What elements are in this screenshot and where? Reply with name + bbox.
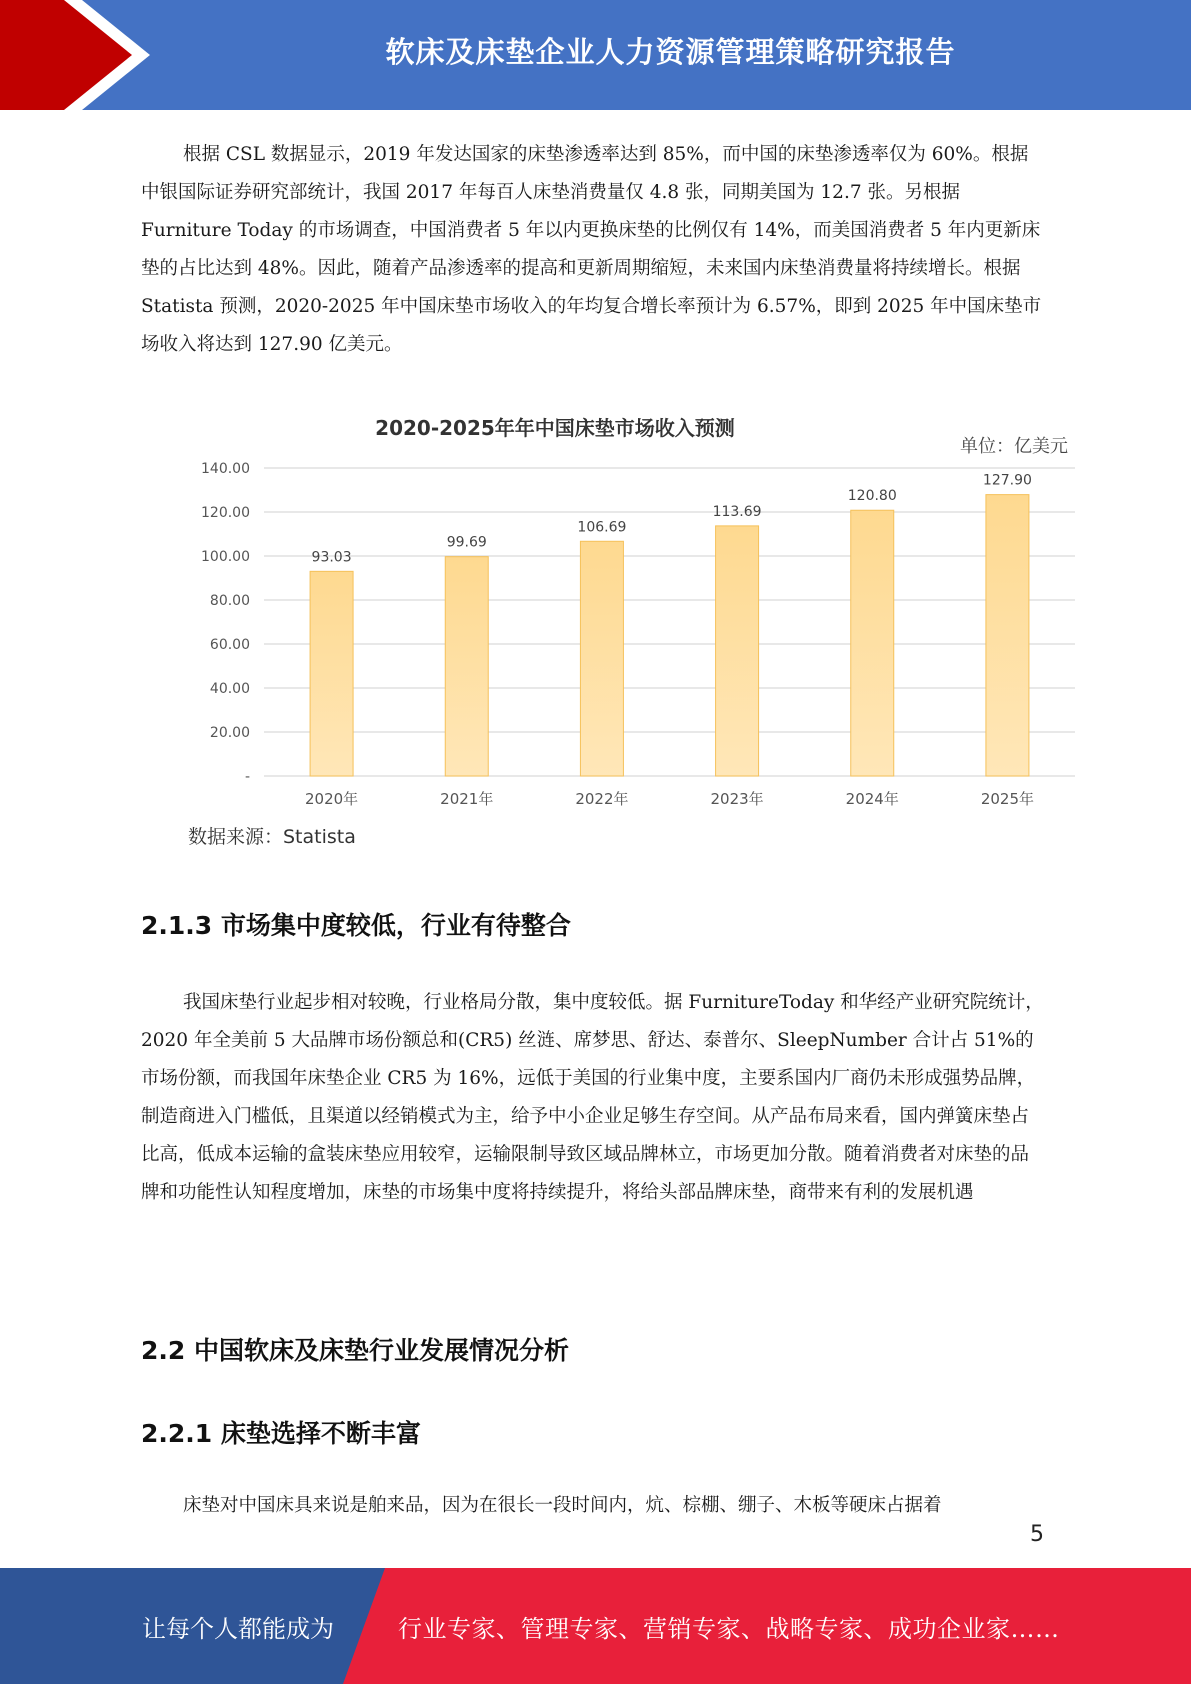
x-tick-label: 2023年: [710, 790, 764, 808]
heading-2-1-3: 2.1.3 市场集中度较低，行业有待整合: [141, 911, 571, 940]
page-header: [0, 0, 1191, 110]
data-label: 106.69: [577, 519, 627, 536]
chart-bars: [310, 495, 1029, 776]
y-tick-label: 120.00: [201, 505, 250, 521]
data-label: 120.80: [847, 488, 897, 505]
y-tick-label: 20.00: [209, 725, 250, 741]
x-tick-label: 2025年: [980, 790, 1035, 808]
page-footer: [0, 1568, 1191, 1684]
bar-2023年: [716, 526, 759, 776]
y-tick-label: 140.00: [201, 461, 250, 477]
data-label: 93.03: [311, 549, 352, 566]
footer-slogan-right: 行业专家、管理专家、营销专家、战略专家、成功企业家……: [398, 1614, 1060, 1643]
bar-2025年: [986, 495, 1029, 776]
page-number: 5: [1030, 1522, 1044, 1547]
bar-2021年: [445, 557, 488, 776]
x-tick-label: 2020年: [304, 790, 359, 808]
chart-gridlines: [264, 468, 1075, 776]
bar-2020年: [310, 571, 353, 776]
heading-2-2-1: 2.2.1 床垫选择不断丰富: [141, 1419, 421, 1448]
chart-title: 2020-2025年年中国床垫市场收入预测: [375, 416, 735, 440]
header-title: 软床及床垫企业人力资源管理策略研究报告: [385, 34, 956, 69]
bar-2022年: [580, 541, 623, 776]
paragraph-concentration: 我国床垫行业起步相对较晚，行业格局分散，集中度较低。据 FurnitureToday 和华经产业研究院统计，2020 年全美前 5 大品牌市场份额总和(CR5) 丝涟、席梦思、舒达、泰普尔、SleepNumber 合计占 51%的市场份额，而我国年床垫企业 CR5 为 16%，远低于美国的行业集中度，主要系国内厂商仍未形成强势品牌，制造商进入门槛低，且渠道以经销模式为主，给予中小企业足够生存空间。从产品布局来看，国内弹簧床垫占比高，低成本运输的盒装床垫应用较窄，运输限制导致区域品牌林立，市场更加分散。随着消费者对床垫的品牌和功能性认知程度增加，床垫的市场集中度将持续提升，将给头部品牌床垫，商带来有利的发展机遇: [141, 992, 1044, 1203]
bar-2024年: [851, 510, 894, 776]
footer-slogan-left: 让每个人都能成为: [142, 1614, 334, 1643]
paragraph-penetration: 根据 CSL 数据显示，2019 年发达国家的床垫渗透率达到 85%，而中国的床垫渗透率仅为 60%。根据中银国际证券研究部统计，我国 2017 年每百人床垫消费量仅 4.8 张，同期美国为 12.7 张。另根据 Furniture Today 的市场调查，中国消费者 5 年以内更换床垫的比例仅有 14%，而美国消费者 5 年内更新床垫的占比达到 48%。因此，随着产品渗透率的提高和更新周期缩短，未来国内床垫消费量将持续增长。根据 Statista 预测，2020-2025 年中国床垫市场收入的年均复合增长率预计为 6.57%，即到 2025 年中国床垫市场收入将达到 127.90 亿美元。: [141, 144, 1042, 355]
chart-unit: 单位：亿美元: [960, 436, 1068, 457]
y-tick-label: 80.00: [209, 593, 250, 609]
y-tick-label: 40.00: [209, 681, 250, 697]
x-tick-label: 2021年: [440, 790, 494, 808]
y-tick-label: 100.00: [201, 549, 250, 565]
mattress-revenue-chart: [170, 398, 1090, 858]
chart-plot: [170, 398, 1090, 818]
x-tick-label: 2022年: [575, 790, 629, 808]
heading-2-2: 2.2 中国软床及床垫行业发展情况分析: [141, 1336, 569, 1365]
y-tick-label: 60.00: [209, 637, 250, 653]
paragraph-mattress-origin: 床垫对中国床具来说是舶来品，因为在很长一段时间内，炕、棕棚、绷子、木板等硬床占据着: [183, 1495, 942, 1516]
chart-source: 数据来源：Statista: [188, 826, 356, 848]
data-label: 99.69: [446, 534, 487, 551]
x-tick-label: 2024年: [845, 790, 899, 808]
data-label: 127.90: [982, 472, 1032, 489]
y-tick-label: -: [244, 769, 250, 785]
data-label: 113.69: [712, 503, 762, 520]
